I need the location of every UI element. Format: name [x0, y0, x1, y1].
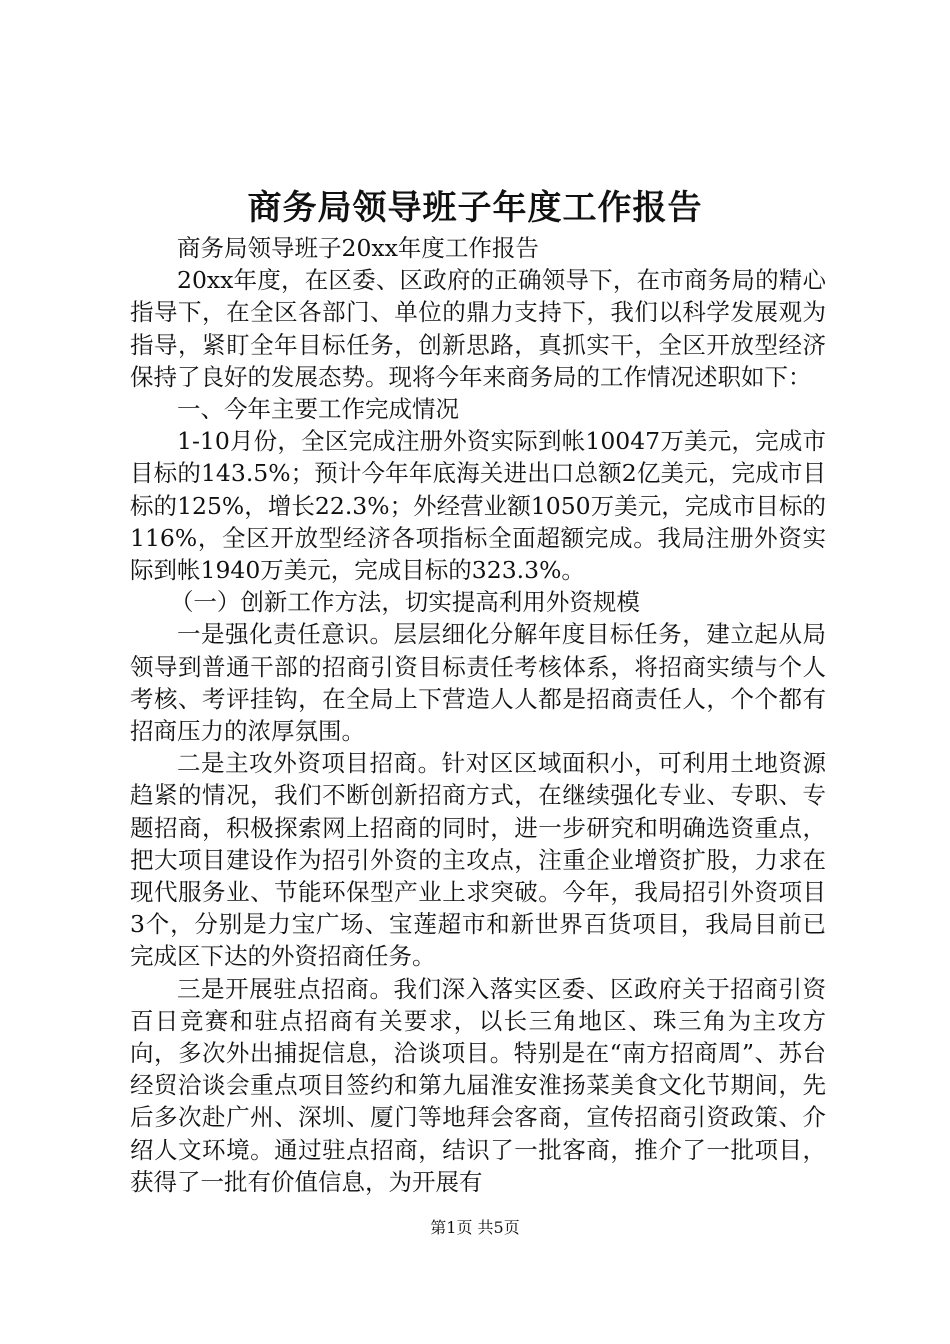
paragraph-intro: 20xx年度，在区委、区政府的正确领导下，在市商务局的精心指导下，在全区各部门、单位的鼎力支持下，我们以科学发展观为指导，紧盯全年目标任务，创新思路，真抓实干，全区开放型经济保持了良好的发展态势。现将今年来商务局的工作情况述职如下： [130, 266, 826, 391]
page-footer: 第1页 共5页 [430, 1218, 520, 1237]
paragraph-point-3: 三是开展驻点招商。我们深入落实区委、区政府关于招商引资百日竞赛和驻点招商有关要求，以长三角地区、珠三角为主攻方向，多次外出捕捉信息，洽谈项目。特别是在“南方招商周”、苏台经贸洽谈会重点项目签约和第九届淮安淮扬菜美食文化节期间，先后多次赴广州、深圳、厦门等地拜会客商，宣传招商引资政策、介绍人文环境。通过驻点招商，结识了一批客商，推介了一批项目，获得了一批有价值信息，为开展有 [130, 974, 826, 1196]
paragraph-statistics: 1-10月份，全区完成注册外资实际到帐10047万美元，完成市目标的143.5%；预计今年年底海关进出口总额2亿美元，完成市目标的125%，增长22.3%；外经营业额1050万美元，完成市目标的116%，全区开放型经济各项指标全面超额完成。我局注册外资实际到帐1940万美元，完成目标的323.3%。 [130, 427, 826, 585]
document-body [130, 232, 826, 1198]
section-heading-1: 一、今年主要工作完成情况 [177, 395, 459, 424]
paragraph-subtitle: 商务局领导班子20xx年度工作报告 [177, 234, 539, 262]
subsection-heading-1: （一）创新工作方法，切实提高利用外资规模 [169, 588, 640, 617]
paragraph-point-1: 一是强化责任意识。层层细化分解年度目标任务，建立起从局领导到普通干部的招商引资目标责任考核体系，将招商实绩与个人考核、考评挂钩，在全局上下营造人人都是招商责任人，个个都有招商压力的浓厚氛围。 [130, 620, 826, 746]
document-title: 商务局领导班子年度工作报告 [247, 188, 703, 228]
paragraph-point-2: 二是主攻外资项目招商。针对区区域面积小，可利用土地资源趋紧的情况，我们不断创新招商方式，在继续强化专业、专职、专题招商，积极探索网上招商的同时，进一步研究和明确选资重点，把大项目建设作为招引外资的主攻点，注重企业增资扩股，力求在现代服务业、节能环保型产业上求突破。今年，我局招引外资项目3个，分别是力宝广场、宝莲超市和新世界百货项目，我局目前已完成区下达的外资招商任务。 [130, 749, 826, 971]
